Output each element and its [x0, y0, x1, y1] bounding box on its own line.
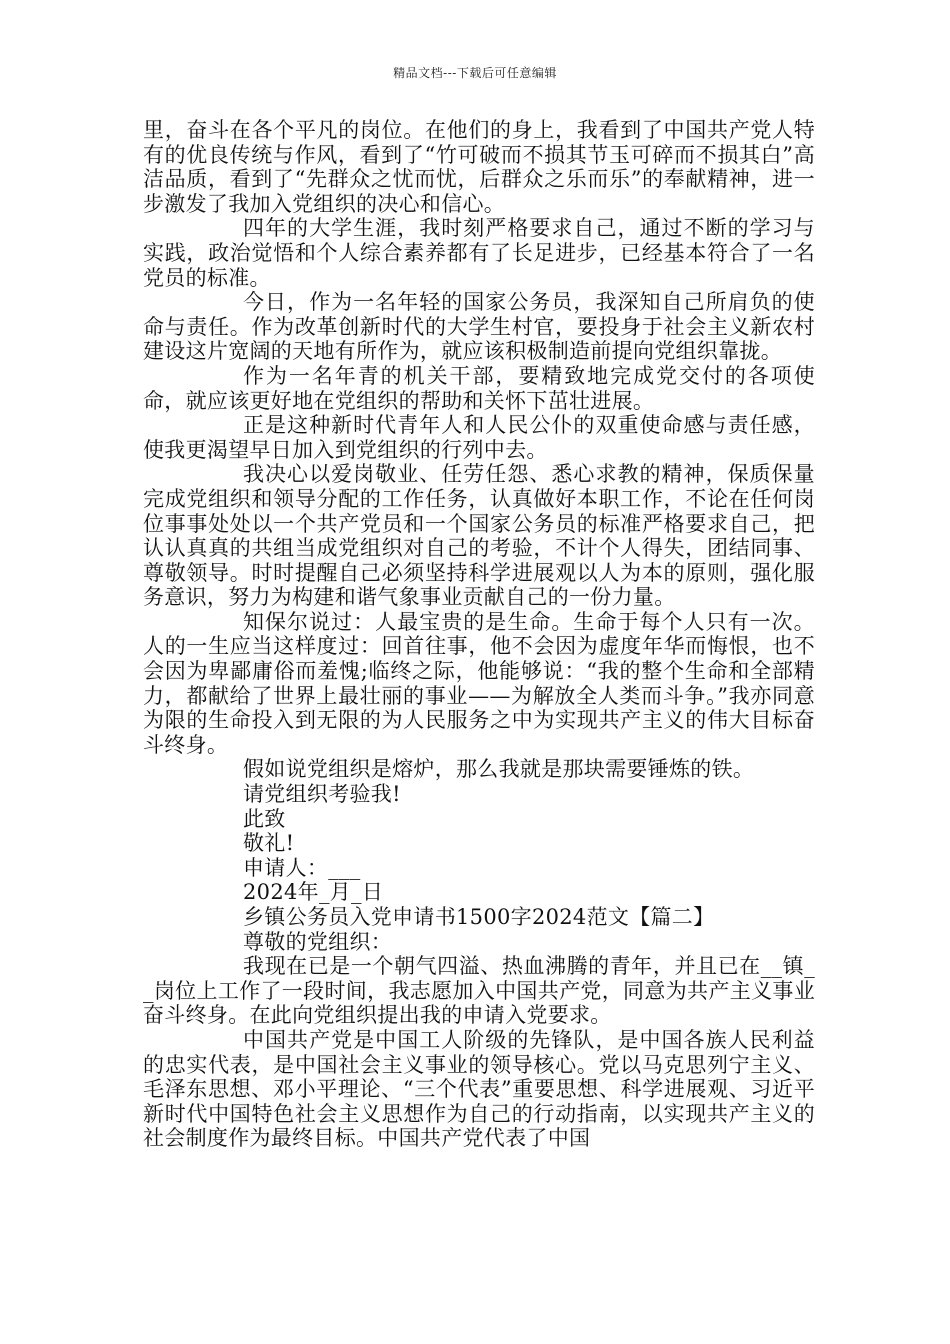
paragraph: 四年的大学生涯，我时刻严格要求自己，通过不断的学习与实践，政治觉悟和个人综合素养都有了长足进步，已经基本符合了一名党员的标准。 [143, 216, 815, 290]
paragraph: 请党组织考验我! [243, 782, 401, 807]
paragraph: 正是这种新时代青年人和人民公仆的双重使命感与责任感，使我更渴望早日加入到党组织的行列中去。 [143, 413, 815, 462]
paragraph: 今日，作为一名年轻的国家公务员，我深知自己所肩负的使命与责任。作为改革创新时代的大学生村官，要投身于社会主义新农村建设这片宽阔的天地有所作为，就应该积极制造前提向党组织靠拢。 [143, 290, 815, 364]
document-body [143, 118, 815, 1151]
closing-salutation: 敬礼! [243, 831, 295, 856]
greeting: 尊敬的党组织： [243, 929, 393, 954]
page-header: 精品文档---下载后可任意编辑 [393, 66, 557, 80]
paragraph: 中国共产党是中国工人阶级的先锋队，是中国各族人民利益的忠实代表，是中国社会主义事业的领导核心。党以马克思列宁主义、毛泽东思想、邓小平理论、“三个代表”重要思想、科学进展观、习近平新时代中国特色社会主义思想作为自己的行动指南，以实现共产主义的社会制度作为最终目标。中国共产党代表了中国 [143, 1027, 815, 1151]
closing-salutation: 此致 [243, 806, 286, 831]
section-title: 乡镇公务员入党申请书1500字2024范文【篇二】 [243, 905, 715, 929]
applicant-signature-line: 申请人：___ [243, 855, 361, 880]
paragraph: 里，奋斗在各个平凡的岗位。在他们的身上，我看到了中国共产党人特有的优良传统与作风，看到了“竹可破而不损其节玉可碎而不损其白”高洁品质，看到了“先群众之忧而忧，后群众之乐而乐”的奉献精神，进一步激发了我加入党组织的决心和信心。 [143, 118, 815, 216]
date-line: 2024年_月_日 [243, 880, 384, 905]
paragraph: 我决心以爱岗敬业、任劳任怨、悉心求教的精神，保质保量完成党组织和领导分配的工作任务，认真做好本职工作，不论在任何岗位事事处处以一个共产党员和一个国家公务员的标准严格要求自己，把认认真真的共组当成党组织对自己的考验，不计个人得失，团结同事、尊敬领导。时时提醒自己必须坚持科学进展观以人为本的原则，强化服务意识，努力为构建和谐气象事业贡献自己的一份力量。 [143, 462, 815, 610]
paragraph: 知保尔说过：人最宝贵的是生命。生命于每个人只有一次。人的一生应当这样度过：回首往事，他不会因为虚度年华而悔恨，也不会因为卑鄙庸俗而羞愧;临终之际，他能够说：“我的整个生命和全部精力，都献给了世界上最壮丽的事业——为解放全人类而斗争。”我亦同意为限的生命投入到无限的为人民服务之中为实现共产主义的伟大目标奋斗终身。 [143, 609, 815, 757]
paragraph: 我现在已是一个朝气四溢、热血沸腾的青年，并且已在__镇__岗位上工作了一段时间，我志愿加入中国共产党，同意为共产主义事业奋斗终身。在此向党组织提出我的申请入党要求。 [143, 954, 815, 1028]
paragraph: 作为一名年青的机关干部，要精致地完成党交付的各项使命，就应该更好地在党组织的帮助和关怀下茁壮进展。 [143, 363, 815, 413]
paragraph: 假如说党组织是熔炉，那么我就是那块需要锤炼的铁。 [243, 757, 755, 782]
